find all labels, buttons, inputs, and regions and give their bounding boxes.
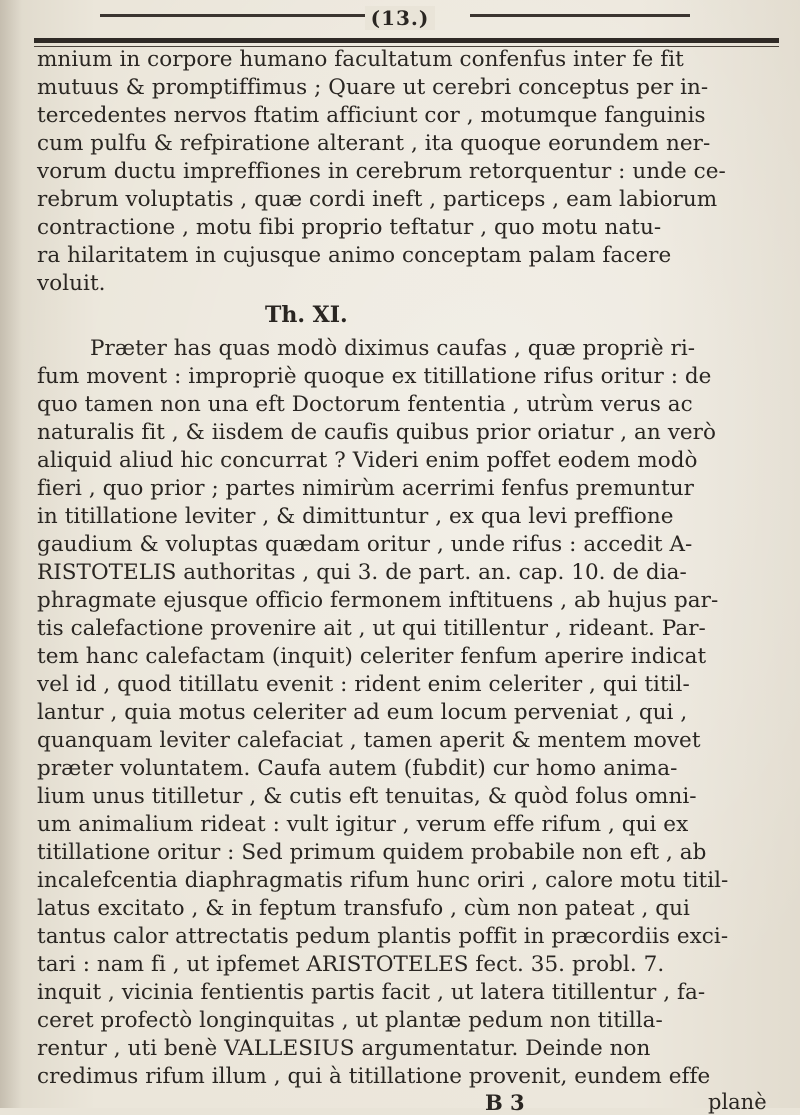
page-header xyxy=(0,6,800,34)
text-line: vorum ductu impreffiones in cerebrum retorquentur : unde ce- xyxy=(37,159,726,184)
text-line: rebrum voluptatis , quæ cordi ineft , particeps , eam labiorum xyxy=(37,187,718,212)
text-line: gaudium & voluptas quædam oritur , unde rifus : accedit A- xyxy=(37,532,693,557)
text-line: rentur , uti benè VALLESIUS argumentatur. Deinde non xyxy=(37,1036,651,1061)
text-line: quo tamen non una eft Doctorum fententia , utrùm verus ac xyxy=(37,392,693,417)
text-line: phragmate ejusque officio fermonem inftituens , ab hujus par- xyxy=(37,588,719,613)
page-edge-shadow xyxy=(0,0,22,1108)
text-line: aliquid aliud hic concurrat ? Videri enim poffet eodem modò xyxy=(37,448,698,473)
text-line: credimus rifum illum , qui à titillatione provenit, eundem effe xyxy=(37,1064,711,1089)
text-line: ra hilaritatem in cujusque animo conceptam palam facere xyxy=(37,243,672,268)
text-line: tis calefactione provenire ait , ut qui titillentur , rideant. Par- xyxy=(37,616,706,641)
text-line: inquit , vicinia fentientis partis facit , ut latera titillentur , fa- xyxy=(37,980,706,1005)
catchword: planè xyxy=(708,1090,767,1114)
text-line: præter voluntatem. Caufa autem (fubdit) cur homo anima- xyxy=(37,756,678,781)
text-line: cum pulfu & refpiratione alterant , ita quoque eorundem ner- xyxy=(37,131,711,156)
text-line: fum movent : impropriè quoque ex titillatione rifus oritur : de xyxy=(37,364,712,389)
text-line: mutuus & promptiffimus ; Quare ut cerebri conceptus per in- xyxy=(37,75,709,100)
text-line: RISTOTELIS authoritas , qui 3. de part. an. cap. 10. de dia- xyxy=(37,560,687,585)
text-line: titillatione oritur : Sed primum quidem probabile non eft , ab xyxy=(37,840,707,865)
text-line: mnium in corpore humano facultatum confenfus inter fe fit xyxy=(37,47,684,72)
text-line: voluit. xyxy=(37,271,106,296)
text-line: quanquam leviter calefaciat , tamen aperit & mentem movet xyxy=(37,728,701,753)
text-line: tem hanc calefactam (inquit) celeriter fenfum aperire indicat xyxy=(37,644,707,669)
section-heading: Th. XI. xyxy=(265,302,348,328)
text-line: vel id , quod titillatu evenit : rident enim celeriter , qui titil- xyxy=(37,672,690,697)
text-line: tantus calor attrectatis pedum plantis poffit in præcordiis exci- xyxy=(37,924,729,949)
signature-mark: B 3 xyxy=(485,1090,525,1115)
text-line: Præter has quas modò diximus caufas , quæ propriè ri- xyxy=(90,336,696,361)
text-line: ceret profectò longinquitas , ut plantæ pedum non titilla- xyxy=(37,1008,663,1033)
text-line: lantur , quia motus celeriter ad eum locum perveniat , qui , xyxy=(37,700,688,725)
text-line: um animalium rideat : vult igitur , verum effe rifum , qui ex xyxy=(37,812,689,837)
text-line: fieri , quo prior ; partes nimirùm acerrimi fenfus premuntur xyxy=(37,476,694,501)
text-line: incalefcentia diaphragmatis rifum hunc oriri , calore motu titil- xyxy=(37,868,729,893)
header-rule xyxy=(34,38,779,43)
header-ornament-left xyxy=(100,14,385,17)
running-head: (13.) xyxy=(365,6,436,30)
text-line: tari : nam fi , ut ipfemet ARISTOTELES fect. 35. probl. 7. xyxy=(37,952,665,977)
text-line: latus excitato , & in feptum transfufo , cùm non pateat , qui xyxy=(37,896,690,921)
text-line: tercedentes nervos ftatim afficiunt cor , motumque fanguinis xyxy=(37,103,706,128)
text-line: naturalis fit , & iisdem de caufis quibus prior oriatur , an verò xyxy=(37,420,716,445)
text-line: contractione , motu fibi proprio teftatur , quo motu natu- xyxy=(37,215,662,240)
header-ornament-right xyxy=(470,14,690,17)
text-line: in titillatione leviter , & dimittuntur , ex qua levi preffione xyxy=(37,504,674,529)
text-line: lium unus titilletur , & cutis eft tenuitas, & quòd folus omni- xyxy=(37,784,697,809)
